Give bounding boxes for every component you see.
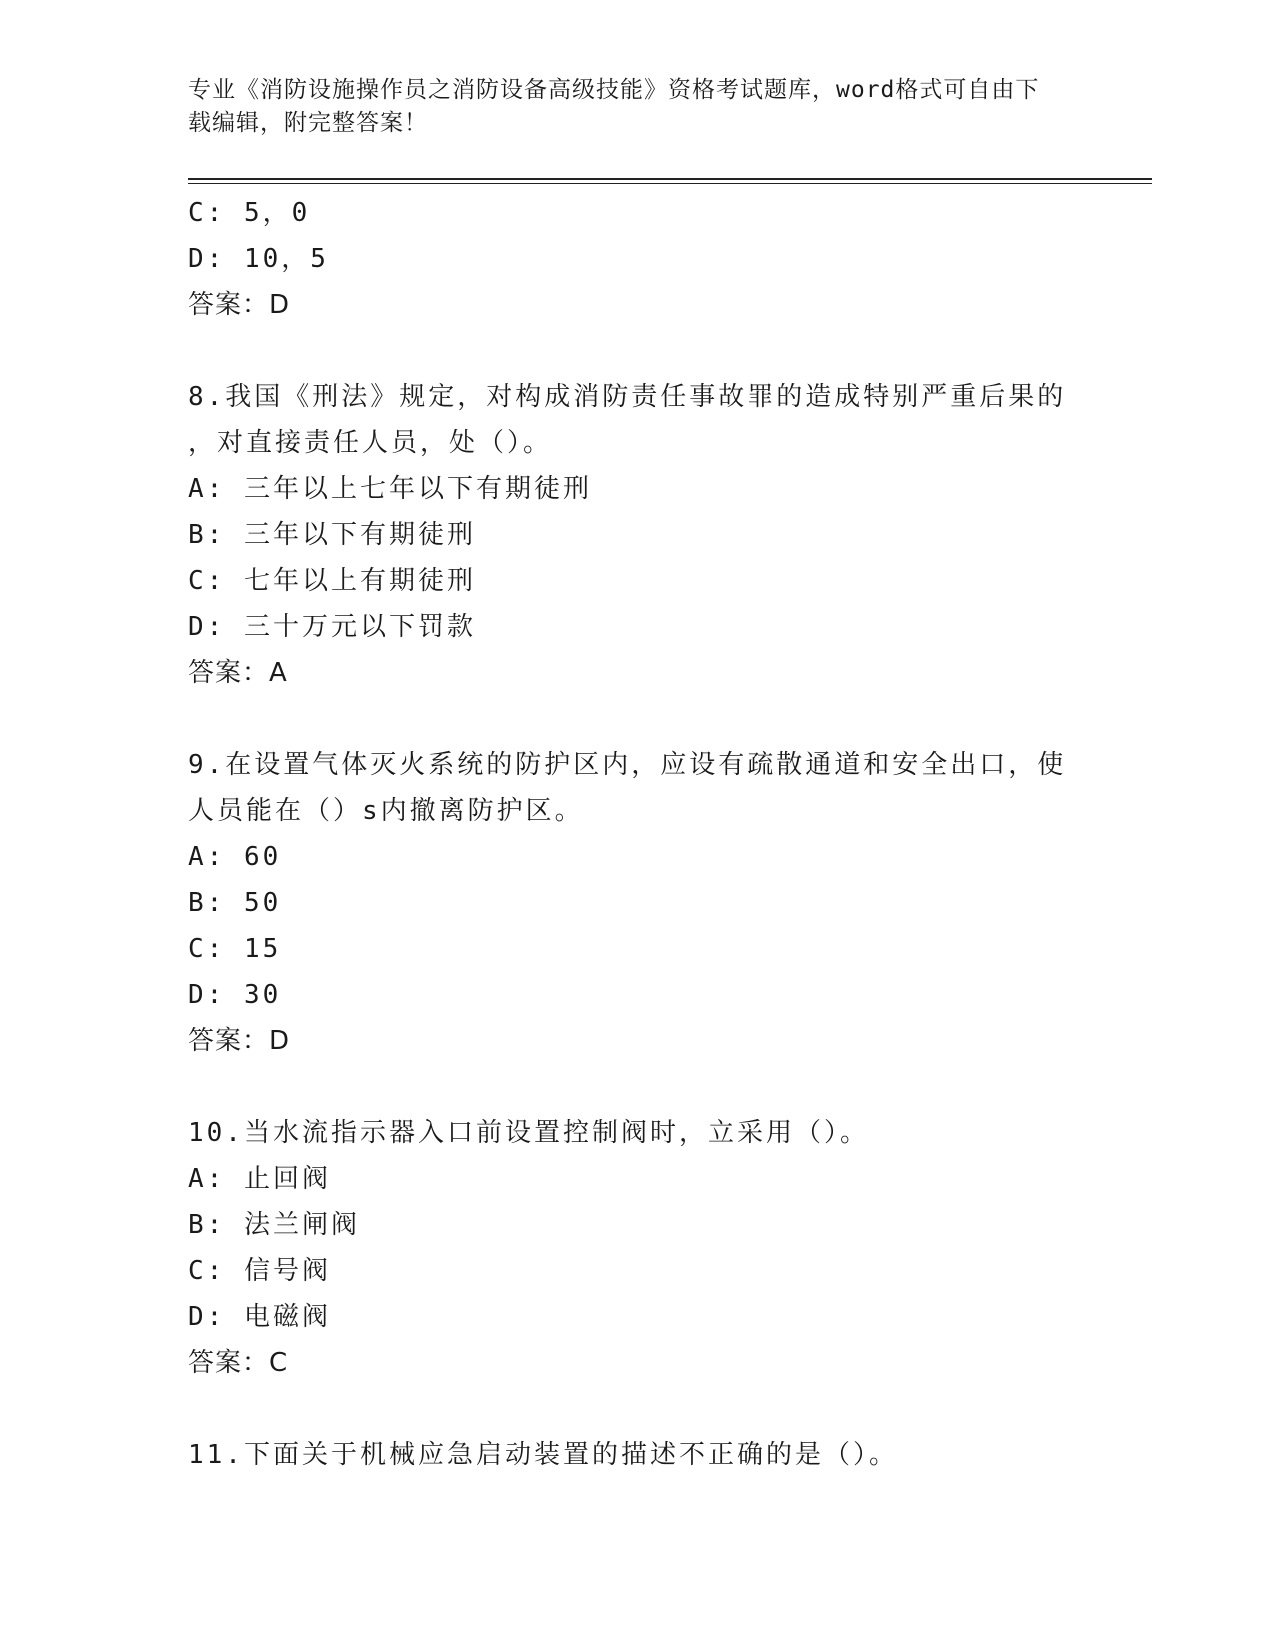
header-line-2: 载编辑，附完整答案！ (188, 110, 428, 136)
q11-stem-line-1: 11.下面关于机械应急启动装置的描述不正确的是（）。 (188, 1440, 898, 1470)
q9-answer: 答案：D (188, 1026, 291, 1056)
q9-stem-line-2: 人员能在（）s内撤离防护区。 (188, 796, 584, 826)
spacer (188, 1064, 1088, 1110)
q8-stem-line-2: ，对直接责任人员，处（）。 (188, 428, 553, 458)
header-rule-thin (188, 183, 1152, 184)
q9-option-b: B: 50 (188, 888, 282, 918)
q8-option-a: A: 三年以上七年以下有期徒刑 (188, 474, 592, 504)
spacer (188, 1386, 1088, 1432)
q8-option-b: B: 三年以下有期徒刑 (188, 520, 476, 550)
header-line-1: 专业《消防设施操作员之消防设备高级技能》资格考试题库，word格式可自由下 (188, 77, 1040, 103)
q8-answer: 答案：A (188, 658, 288, 688)
document-header (188, 74, 1088, 140)
q10-option-b: B: 法兰闸阀 (188, 1210, 360, 1240)
question-8 (188, 374, 1088, 696)
spacer (188, 696, 1088, 742)
question-list (188, 190, 1088, 1478)
header-rule-thick (188, 178, 1152, 180)
q10-option-a: A: 止回阀 (188, 1164, 331, 1194)
q8-stem-line-1: 8.我国《刑法》规定，对构成消防责任事故罪的造成特别严重后果的 (188, 382, 1067, 412)
question-10 (188, 1110, 1088, 1386)
q10-option-c: C: 信号阀 (188, 1256, 331, 1286)
q10-answer: 答案：C (188, 1348, 289, 1378)
q10-option-d: D: 电磁阀 (188, 1302, 331, 1332)
q9-option-a: A: 60 (188, 842, 282, 872)
q10-stem-line-1: 10.当水流指示器入口前设置控制阀时，立采用（）。 (188, 1118, 869, 1148)
q9-stem-line-1: 9.在设置气体灭火系统的防护区内，应设有疏散通道和安全出口，使 (188, 750, 1067, 780)
question-11 (188, 1432, 1088, 1478)
spacer (188, 328, 1088, 374)
q8-option-c: C: 七年以上有期徒刑 (188, 566, 476, 596)
q7-answer: 答案：D (188, 290, 291, 320)
q7-option-d: D: 10，5 (188, 244, 329, 274)
q9-option-d: D: 30 (188, 980, 282, 1010)
question-7 (188, 190, 1088, 328)
q8-option-d: D: 三十万元以下罚款 (188, 612, 476, 642)
question-9 (188, 742, 1088, 1064)
q7-option-c: C: 5，0 (188, 198, 311, 228)
q9-option-c: C: 15 (188, 934, 282, 964)
